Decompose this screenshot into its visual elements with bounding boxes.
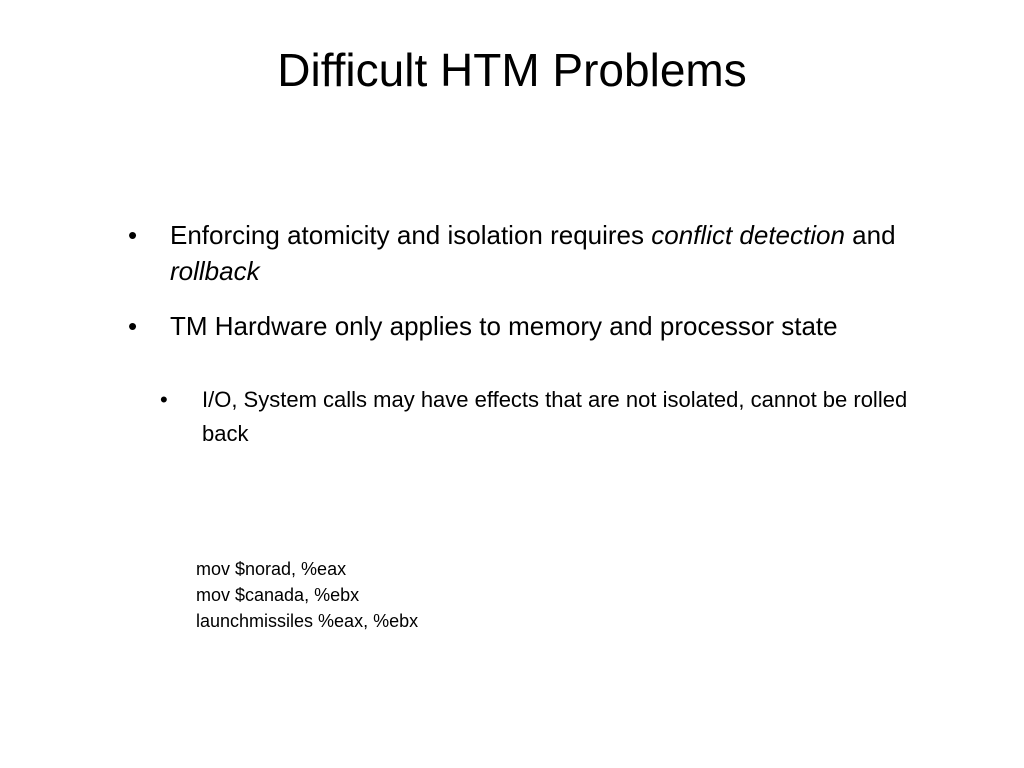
bullet-list [128, 217, 928, 363]
bullet-text-emphasis: conflict detection [651, 220, 845, 250]
sub-bullet-text: I/O, System calls may have effects that are not isolated, cannot be rolled back [202, 387, 908, 446]
bullet-text-plain: Enforcing atomicity and isolation requires [170, 220, 652, 250]
code-line: mov $norad, %eax [196, 559, 347, 579]
code-line: launchmissiles %eax, %ebx [196, 611, 419, 631]
bullet-text: TM Hardware only applies to memory and processor state [170, 311, 838, 341]
code-block [196, 556, 418, 634]
sub-bullet-list [128, 383, 928, 451]
bullet-icon: • [128, 220, 138, 250]
bullet-icon: • [128, 311, 138, 341]
bullet-text-plain: and [844, 220, 896, 250]
bullet-item [128, 308, 928, 344]
bullet-text-emphasis: rollback [170, 256, 260, 286]
sub-bullet-icon: • [160, 387, 168, 412]
bullet-item [128, 217, 928, 289]
slide-title: Difficult HTM Problems [277, 44, 747, 96]
code-line: mov $canada, %ebx [196, 585, 360, 605]
sub-bullet-item [128, 383, 928, 451]
